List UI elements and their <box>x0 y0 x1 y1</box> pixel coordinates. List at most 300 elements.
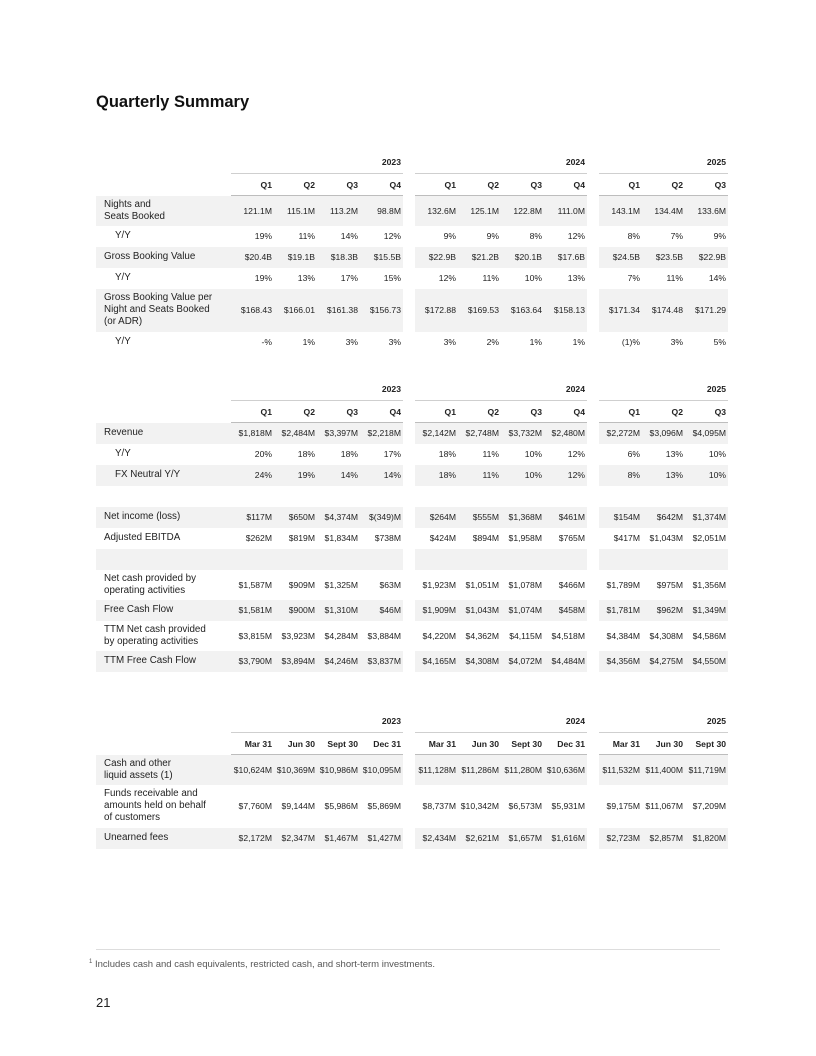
table-cell <box>360 486 403 507</box>
table-cell: $2,484M <box>274 423 317 444</box>
footnote-divider <box>96 949 720 950</box>
table-cell: $3,923M <box>281 630 315 641</box>
table-cell <box>685 549 728 570</box>
group-gap <box>403 785 415 828</box>
table-cell: $909M <box>288 579 315 590</box>
period-header: Q1 <box>231 174 274 196</box>
table-cell <box>642 549 685 570</box>
row-label-line: Seats Booked <box>104 210 166 222</box>
table-cell: 98.8M <box>360 196 403 226</box>
table-cell <box>360 549 403 570</box>
period-header: Mar 31 <box>415 733 458 755</box>
table-cell: $4,072M <box>501 651 544 672</box>
group-gap <box>403 378 415 401</box>
year-header: 2024 <box>415 710 587 733</box>
row-label-line: TTM Free Cash Flow <box>104 655 196 666</box>
group-gap <box>587 174 599 196</box>
table-cell: $171.34 <box>599 289 642 332</box>
row-label-line: Net cash provided by <box>104 572 197 584</box>
table-cell <box>642 486 685 507</box>
table-cell: $3,884M <box>367 630 401 641</box>
table-cell: 11% <box>666 273 683 283</box>
table-cell: $10,342M <box>460 801 499 811</box>
group-gap <box>587 710 599 733</box>
table-cell <box>231 486 274 507</box>
year-header: 2025 <box>599 378 728 401</box>
period-header: Q2 <box>458 401 501 423</box>
row-label <box>96 785 231 828</box>
row-label-line: amounts held on behalf <box>104 800 206 811</box>
group-gap <box>587 268 599 289</box>
table-cell: 18% <box>438 449 456 459</box>
table-cell: 17% <box>340 273 358 283</box>
row-label <box>96 486 231 507</box>
table-row <box>96 651 728 672</box>
table-cell: $161.38 <box>317 289 360 332</box>
table-cell: $417M <box>613 533 640 543</box>
table-cell: 12% <box>438 273 456 283</box>
group-gap <box>403 332 415 353</box>
row-label-line: Revenue <box>104 427 144 438</box>
group-gap <box>403 247 415 268</box>
row-label-line: Night and Seats Booked <box>104 304 210 315</box>
table-cell: $4,275M <box>642 651 685 672</box>
year-header-row <box>96 151 728 174</box>
period-header: Dec 31 <box>360 733 403 755</box>
group-gap <box>403 465 415 486</box>
table-cell <box>458 549 501 570</box>
group-gap <box>587 828 599 849</box>
group-gap <box>403 549 415 570</box>
table-cell <box>231 549 274 570</box>
group-gap <box>403 733 415 755</box>
table-cell: 11% <box>482 449 499 459</box>
year-header-row <box>96 710 728 733</box>
period-header: Mar 31 <box>231 733 274 755</box>
blank-row <box>96 486 728 507</box>
row-label <box>96 549 231 570</box>
table-cell: $1,074M <box>501 600 544 621</box>
table-cell: $117M <box>231 507 274 528</box>
balance-items-table <box>96 710 728 849</box>
table-cell: $2,480M <box>544 423 587 444</box>
period-header-row <box>96 174 728 196</box>
group-gap <box>403 621 415 651</box>
table-cell: 11% <box>298 231 315 241</box>
table-cell: 13% <box>665 449 683 459</box>
table-cell <box>274 549 317 570</box>
row-label <box>96 507 231 528</box>
period-header: Q3 <box>685 174 728 196</box>
table-cell: $22.9B <box>415 247 458 268</box>
table-cell: $4,550M <box>685 651 728 672</box>
table-cell: $11,128M <box>415 755 458 785</box>
group-gap <box>403 196 415 226</box>
table-cell: 17% <box>383 449 401 459</box>
row-label <box>96 600 231 621</box>
table-cell <box>317 549 360 570</box>
table-cell: 14% <box>340 231 358 241</box>
table-cell: $1,587M <box>238 579 272 590</box>
year-header: 2023 <box>231 710 403 733</box>
table-cell: 9% <box>713 231 727 241</box>
table-cell: $1,325M <box>324 579 358 590</box>
table-cell: 121.1M <box>231 196 274 226</box>
table-row <box>96 332 728 353</box>
group-gap <box>587 733 599 755</box>
group-gap <box>403 226 415 247</box>
table-cell: $163.64 <box>501 289 544 332</box>
table-cell: $1,820M <box>685 828 728 849</box>
period-header: Jun 30 <box>274 733 317 755</box>
table-cell: $2,748M <box>458 423 501 444</box>
table-cell: $63M <box>379 579 401 590</box>
table-row <box>96 528 728 549</box>
table-row <box>96 196 728 226</box>
row-label <box>96 570 231 600</box>
table-cell: 143.1M <box>599 196 642 226</box>
row-label-line: Funds receivable and <box>104 788 198 799</box>
period-header: Q3 <box>317 401 360 423</box>
table-cell: $169.53 <box>458 289 501 332</box>
table-cell: $1,467M <box>317 828 360 849</box>
period-header: Q2 <box>642 401 685 423</box>
table-cell: 10% <box>524 449 542 459</box>
table-cell: $9,175M <box>606 801 640 811</box>
row-label <box>96 268 231 289</box>
table-cell: 13% <box>567 273 585 283</box>
group-gap <box>587 289 599 332</box>
table-cell: $15.5B <box>360 247 403 268</box>
table-cell: 18% <box>297 449 315 459</box>
year-header: 2025 <box>599 710 728 733</box>
table-cell <box>599 549 642 570</box>
table-cell: $4,374M <box>317 507 360 528</box>
table-cell: $1,043M <box>649 533 683 543</box>
period-header: Jun 30 <box>642 733 685 755</box>
table-cell: 12% <box>567 231 585 241</box>
table-cell: 10% <box>685 465 728 486</box>
table-cell: $2,723M <box>599 828 642 849</box>
table-cell: $2,142M <box>415 423 458 444</box>
group-gap <box>403 570 415 600</box>
row-label <box>96 423 231 444</box>
table-cell: 13% <box>642 465 685 486</box>
table-row <box>96 268 728 289</box>
group-gap <box>587 332 599 353</box>
table-cell: $18.3B <box>317 247 360 268</box>
table-cell: $7,760M <box>238 801 272 811</box>
table-cell: $1,078M <box>508 579 542 590</box>
table-cell: $11,280M <box>501 755 544 785</box>
table-cell: 8% <box>529 231 542 241</box>
table-cell: 11% <box>482 273 499 283</box>
group-gap <box>587 226 599 247</box>
footnote <box>89 959 435 970</box>
header-spacer <box>96 378 231 401</box>
period-header: Mar 31 <box>599 733 642 755</box>
table-cell: $4,115M <box>509 630 542 641</box>
table-cell: $2,051M <box>692 533 727 543</box>
table-cell <box>317 486 360 507</box>
period-header-row <box>96 733 728 755</box>
period-header: Q2 <box>642 174 685 196</box>
group-gap <box>587 465 599 486</box>
table-cell: 3% <box>443 337 456 347</box>
group-gap <box>587 570 599 600</box>
table-cell: $3,397M <box>317 423 360 444</box>
group-gap <box>403 174 415 196</box>
table-cell: -% <box>261 337 272 347</box>
header-spacer <box>96 401 231 423</box>
table-row <box>96 621 728 651</box>
group-gap <box>587 378 599 401</box>
row-label <box>96 465 231 486</box>
table-row <box>96 785 728 828</box>
table-cell: $3,815M <box>238 630 272 641</box>
table-row <box>96 423 728 444</box>
header-spacer <box>96 151 231 174</box>
table-row <box>96 226 728 247</box>
table-cell: $168.43 <box>231 289 274 332</box>
table-cell: 2% <box>486 337 499 347</box>
table-cell: $1,781M <box>599 600 642 621</box>
table-cell: 7% <box>627 273 640 283</box>
table-cell: 19% <box>254 231 272 241</box>
group-gap <box>403 289 415 332</box>
row-label <box>96 247 231 268</box>
group-gap <box>403 444 415 465</box>
period-header: Q1 <box>599 174 642 196</box>
row-label-line: FX Neutral Y/Y <box>115 469 181 480</box>
table-cell: 9% <box>443 231 456 241</box>
table-cell: 133.6M <box>685 196 728 226</box>
group-gap <box>587 401 599 423</box>
row-label <box>96 196 231 226</box>
table-cell: 20% <box>254 449 272 459</box>
table-cell: $5,931M <box>551 801 585 811</box>
period-header-row <box>96 401 728 423</box>
row-label <box>96 651 231 672</box>
period-header: Q4 <box>544 174 587 196</box>
table-cell: $10,095M <box>360 755 403 785</box>
row-label-line: Gross Booking Value per <box>104 292 213 303</box>
period-header: Q4 <box>360 401 403 423</box>
table-cell: $2,857M <box>642 828 685 849</box>
group-gap <box>587 600 599 621</box>
table-row <box>96 828 728 849</box>
group-gap <box>587 444 599 465</box>
table-cell: 19% <box>254 273 272 283</box>
table-cell: $2,347M <box>274 828 317 849</box>
row-label-line: operating activities <box>104 584 186 596</box>
table-cell: $4,246M <box>317 651 360 672</box>
table-cell: $21.2B <box>458 247 501 268</box>
table-cell: $975M <box>656 579 683 590</box>
table-cell: $4,308M <box>458 651 501 672</box>
table-cell: $4,586M <box>692 630 727 641</box>
table-cell: $3,096M <box>642 423 685 444</box>
table-cell: $46M <box>360 600 403 621</box>
table-cell: $1,310M <box>317 600 360 621</box>
table-cell: $10,624M <box>231 755 274 785</box>
table-cell: $158.13 <box>544 289 587 332</box>
period-header: Q4 <box>360 174 403 196</box>
table-cell: $5,986M <box>324 801 358 811</box>
period-header: Q1 <box>599 401 642 423</box>
row-label-line: liquid assets (1) <box>104 769 173 781</box>
table-cell: 24% <box>231 465 274 486</box>
table-row <box>96 755 728 785</box>
period-header: Q1 <box>415 401 458 423</box>
group-gap <box>403 507 415 528</box>
table-cell: $4,165M <box>415 651 458 672</box>
period-header: Q1 <box>231 401 274 423</box>
table-cell: 5% <box>713 337 727 347</box>
row-label <box>96 828 231 849</box>
row-label-line: Cash and other <box>104 757 171 769</box>
row-label-line: Gross Booking Value <box>104 251 196 262</box>
table-row <box>96 247 728 268</box>
table-cell: 10% <box>708 449 727 459</box>
row-label-line: Y/Y <box>115 230 131 241</box>
table-cell: $1,909M <box>415 600 458 621</box>
table-cell <box>274 486 317 507</box>
operating-metrics-table <box>96 151 728 353</box>
table-cell: $23.5B <box>642 247 685 268</box>
table-cell: $11,532M <box>599 755 642 785</box>
table-cell: $11,067M <box>645 801 683 811</box>
table-cell: $(349)M <box>360 507 403 528</box>
row-label <box>96 444 231 465</box>
table-cell: $555M <box>458 507 501 528</box>
group-gap <box>403 651 415 672</box>
row-label-line: TTM Net cash provided <box>104 623 206 635</box>
table-cell: 1% <box>302 337 315 347</box>
table-cell: $1,958M <box>508 533 542 543</box>
row-label <box>96 755 231 785</box>
table-cell: $19.1B <box>274 247 317 268</box>
table-cell: 9% <box>486 231 499 241</box>
period-header: Q1 <box>415 174 458 196</box>
table-cell: $894M <box>472 533 499 543</box>
spacer-row <box>96 549 728 570</box>
table-cell: 8% <box>599 465 642 486</box>
table-cell: 14% <box>317 465 360 486</box>
row-label-line: Unearned fees <box>104 832 169 843</box>
table-cell: $738M <box>374 533 401 543</box>
table-cell <box>685 486 728 507</box>
table-cell: $4,308M <box>649 630 683 641</box>
table-row <box>96 289 728 332</box>
table-cell: 10% <box>524 273 542 283</box>
table-cell: $3,790M <box>231 651 274 672</box>
table-row <box>96 465 728 486</box>
group-gap <box>587 528 599 549</box>
group-gap <box>587 755 599 785</box>
table-cell: 125.1M <box>458 196 501 226</box>
group-gap <box>587 423 599 444</box>
table-cell: $4,384M <box>606 630 640 641</box>
table-cell: $1,368M <box>501 507 544 528</box>
table-cell: $1,616M <box>544 828 587 849</box>
table-cell: $264M <box>415 507 458 528</box>
group-gap <box>403 828 415 849</box>
table-cell: 19% <box>274 465 317 486</box>
period-header: Q3 <box>685 401 728 423</box>
row-label-line: Adjusted EBITDA <box>104 532 181 543</box>
table-cell: 6% <box>627 449 640 459</box>
group-gap <box>403 423 415 444</box>
table-cell: $3,894M <box>274 651 317 672</box>
row-label <box>96 332 231 353</box>
table-cell: $424M <box>429 533 456 543</box>
table-cell: $1,374M <box>685 507 728 528</box>
table-cell: $8,737M <box>422 801 456 811</box>
table-cell: $9,144M <box>281 801 315 811</box>
period-header: Q2 <box>274 401 317 423</box>
header-spacer <box>96 710 231 733</box>
table-cell: $4,518M <box>551 630 585 641</box>
table-cell: 1% <box>529 337 542 347</box>
row-label-line: Y/Y <box>115 448 131 459</box>
table-cell: $900M <box>274 600 317 621</box>
table-cell: 115.1M <box>274 196 317 226</box>
table-cell <box>501 486 544 507</box>
group-gap <box>403 151 415 174</box>
table-cell: $17.6B <box>544 247 587 268</box>
table-cell: $4,484M <box>544 651 587 672</box>
footnote-marker: 1 <box>89 959 93 965</box>
group-gap <box>587 486 599 507</box>
table-cell: $10,986M <box>317 755 360 785</box>
table-cell: $458M <box>544 600 587 621</box>
table-cell: $4,356M <box>599 651 642 672</box>
table-cell: 14% <box>708 273 727 283</box>
table-cell: 18% <box>415 465 458 486</box>
table-cell: $1,349M <box>685 600 728 621</box>
table-row <box>96 570 728 600</box>
table-cell: $1,923M <box>422 579 456 590</box>
table-cell: 3% <box>345 337 358 347</box>
table-cell: 111.0M <box>544 196 587 226</box>
table-cell: 14% <box>360 465 403 486</box>
row-label <box>96 289 231 332</box>
table-cell: $262M <box>245 533 272 543</box>
table-row <box>96 444 728 465</box>
table-cell: 134.4M <box>642 196 685 226</box>
table-cell: $171.29 <box>685 289 728 332</box>
period-header: Sept 30 <box>685 733 728 755</box>
table-cell: $20.4B <box>231 247 274 268</box>
row-label-line: Nights and <box>104 198 151 210</box>
table-cell: 11% <box>458 465 501 486</box>
row-label <box>96 528 231 549</box>
table-cell: 18% <box>340 449 358 459</box>
period-header: Q3 <box>501 174 544 196</box>
table-cell <box>544 549 587 570</box>
group-gap <box>587 507 599 528</box>
table-cell: $11,400M <box>642 755 685 785</box>
table-cell: $1,834M <box>324 533 358 543</box>
table-cell: $10,369M <box>274 755 317 785</box>
table-cell: 1% <box>572 337 585 347</box>
table-cell: $3,837M <box>360 651 403 672</box>
group-gap <box>587 196 599 226</box>
table-cell <box>458 486 501 507</box>
table-cell: $2,434M <box>415 828 458 849</box>
table-cell: $4,284M <box>324 630 358 641</box>
